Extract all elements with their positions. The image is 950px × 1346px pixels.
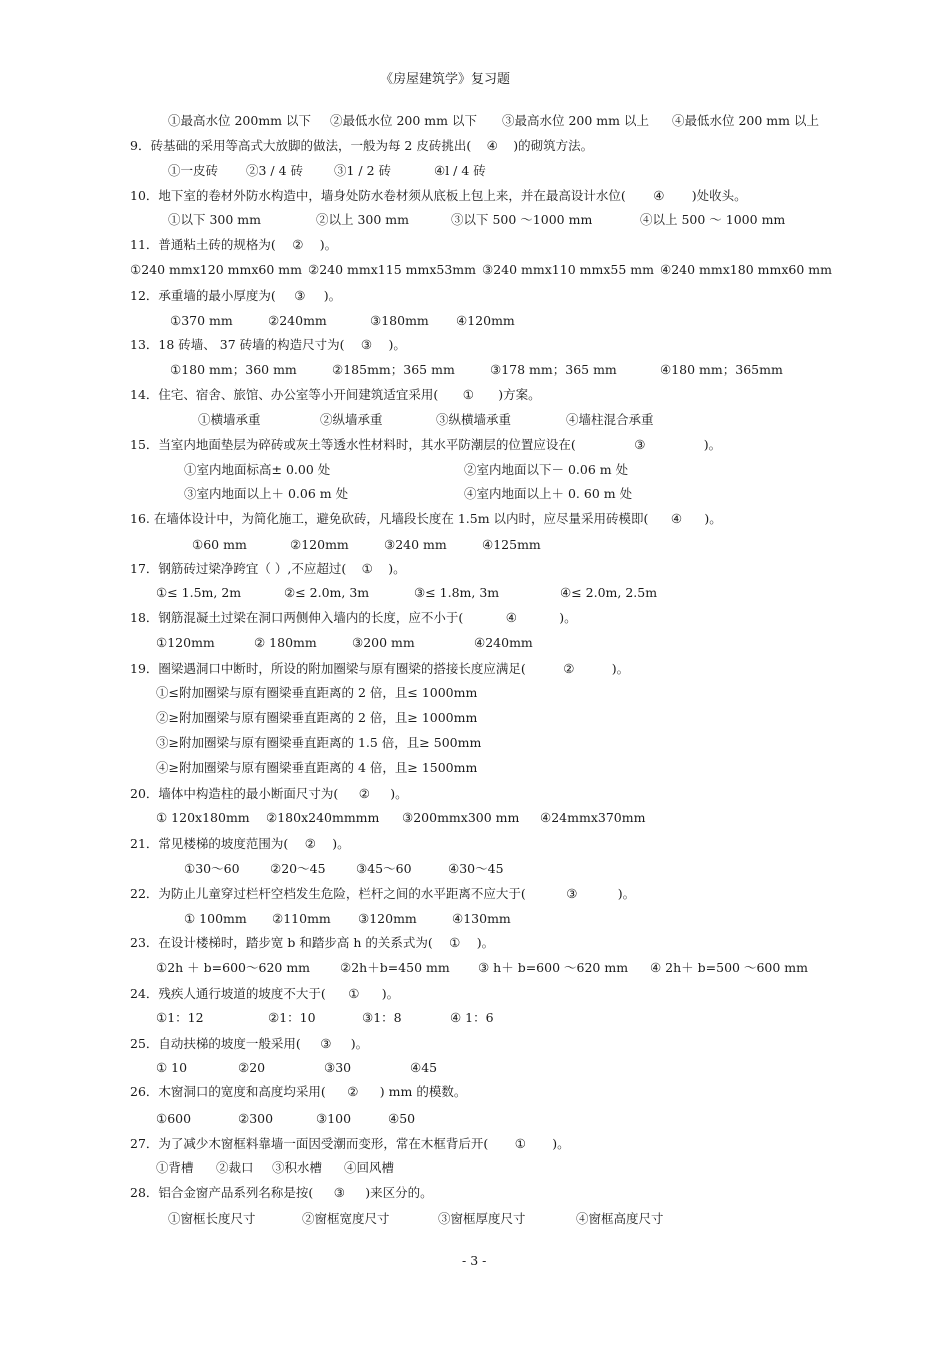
q16-text-end: )。 (704, 511, 722, 526)
q21-option-1: ①30～60 (184, 861, 240, 876)
q16-option-4: ④125mm (482, 537, 541, 552)
q19-answer: ② (563, 661, 575, 676)
q19-option-4: ④≥附加圈梁与原有圈梁垂直距离的 4 倍，且≥ 1500mm (156, 760, 478, 775)
q12-option-2: ②240mm (268, 313, 327, 328)
q16-option-2: ②120mm (290, 537, 349, 552)
q9-option-2: ②3 / 4 砖 (246, 163, 304, 178)
q27-question (130, 1136, 570, 1152)
q16-answer: ④ (670, 511, 683, 526)
q20-answer: ② (358, 786, 370, 801)
q12-option-4: ④120mm (456, 313, 515, 328)
q18-option-3: ③200 mm (352, 635, 415, 650)
q24-text: 24．残疾人通行坡道的坡度不大于( (130, 986, 326, 1001)
q22-text: 22．为防止儿童穿过栏杆空档发生危险，栏杆之间的水平距离不应大于( (130, 886, 526, 901)
q17-option-2: ②≤ 2.0m, 3m (284, 585, 370, 600)
q27-option-2: ②裁口 (216, 1160, 254, 1175)
q17-question (130, 561, 406, 577)
q10-option-1: ①以下 300 mm (168, 212, 262, 227)
q24-option-4: ④ 1：6 (450, 1010, 494, 1025)
q28-question (130, 1185, 433, 1201)
q23-question (130, 935, 494, 951)
q10-option-4: ④以上 500 ～ 1000 mm (640, 212, 786, 227)
q18-answer: ④ (505, 610, 517, 625)
q21-option-2: ②20～45 (270, 861, 326, 876)
q26-text-end: ) mm 的模数。 (379, 1084, 467, 1099)
q23-option-4: ④ 2h＋ b=500 ～600 mm (650, 960, 809, 975)
q22-answer: ③ (566, 886, 578, 901)
q27-option-3: ③积水槽 (272, 1160, 323, 1175)
q23-text: 23．在设计楼梯时，踏步宽 b 和踏步高 h 的关系式为( (130, 935, 433, 950)
q27-text: 27．为了减少木窗框料靠墙一面因受潮而变形，常在木框背后开( (130, 1136, 489, 1151)
q14-option-1: ①横墙承重 (198, 412, 261, 427)
q14-option-2: ②纵墙承重 (320, 412, 383, 427)
q22-option-4: ④130mm (452, 911, 511, 926)
q22-text-end: )。 (617, 886, 636, 901)
q27-option-1: ①背槽 (156, 1160, 194, 1175)
q10-option-2: ②以上 300 mm (316, 212, 410, 227)
q28-option-3: ③窗框厚度尺寸 (438, 1211, 526, 1226)
q15-option-2: ②室内地面以下－ 0.06 m 处 (464, 462, 629, 477)
q28-answer: ③ (333, 1185, 345, 1200)
q19-text-end: )。 (611, 661, 630, 676)
q20-question (130, 786, 408, 802)
q13-option-3: ③178 mm；365 mm (490, 362, 617, 377)
q11-option-2: ②240 mmx115 mmx53mm (308, 262, 476, 277)
q25-option-4: ④45 (410, 1060, 438, 1075)
q26-question (130, 1084, 466, 1100)
q26-option-2: ②300 (238, 1111, 274, 1126)
q15-text: 15．当室内地面垫层为碎砖或灰土等透水性材料时，其水平防潮层的位置应设在( (130, 437, 576, 452)
q28-option-1: ①窗框长度尺寸 (168, 1211, 256, 1226)
q14-text-end: )方案。 (498, 387, 541, 402)
q22-option-2: ②110mm (272, 911, 331, 926)
q13-option-2: ②185mm；365 mm (332, 362, 455, 377)
q25-text-end: )。 (350, 1036, 369, 1051)
q14-option-3: ③纵横墙承重 (436, 412, 512, 427)
q28-option-4: ④窗框高度尺寸 (576, 1211, 664, 1226)
q20-text: 20．墙体中构造柱的最小断面尺寸为( (130, 786, 339, 801)
q26-option-4: ④50 (388, 1111, 416, 1126)
q19-option-1: ①≤附加圈梁与原有圈梁垂直距离的 2 倍，且≤ 1000mm (156, 685, 478, 700)
q12-text: 12．承重墙的最小厚度为( (130, 288, 276, 303)
q13-option-1: ①180 mm；360 mm (170, 362, 297, 377)
q21-text-end: )。 (332, 836, 350, 851)
q8-option-2: ②最低水位 200 mm 以下 (330, 113, 477, 128)
q9-text-end: )的砌筑方法。 (513, 138, 594, 153)
q9-option-3: ③1 / 2 砖 (334, 163, 392, 178)
q28-text-end: )来区分的。 (365, 1185, 433, 1200)
page-title: 《房屋建筑学》复习题 (380, 72, 511, 87)
q23-option-2: ②2h＋b=450 mm (340, 960, 450, 975)
q15-option-1: ①室内地面标高± 0.00 处 (184, 462, 331, 477)
q14-question (130, 387, 541, 403)
q11-option-1: ①240 mmx120 mmx60 mm (130, 262, 302, 277)
q18-option-2: ② 180mm (254, 635, 317, 650)
q22-option-3: ③120mm (358, 911, 417, 926)
q19-text: 19．圈梁遇洞口中断时，所设的附加圈梁与原有圈梁的搭接长度应满足( (130, 661, 526, 676)
q12-option-3: ③180mm (370, 313, 429, 328)
q13-text: 13．18 砖墙、 37 砖墙的构造尺寸为( (130, 337, 345, 352)
q18-text: 18．钢筋混凝土过梁在洞口两侧伸入墙内的长度，应不小于( (130, 610, 464, 625)
q13-option-4: ④180 mm；365mm (660, 362, 783, 377)
q21-option-3: ③45～60 (356, 861, 412, 876)
q11-text: 11．普通粘土砖的规格为( (130, 237, 276, 252)
q11-text-end: )。 (319, 237, 338, 252)
q20-option-2: ②180x240mmmm (266, 810, 380, 825)
page-number: - 3 - (462, 1253, 487, 1268)
q15-question (130, 437, 721, 453)
q26-option-3: ③100 (316, 1111, 352, 1126)
q18-text-end: )。 (559, 610, 577, 625)
q13-answer: ③ (360, 337, 373, 352)
q24-text-end: )。 (381, 986, 400, 1001)
q24-option-1: ①1：12 (156, 1010, 204, 1025)
q17-text: 17．钢筋砖过梁净跨宜（ ）,不应超过( (130, 561, 347, 576)
q23-option-1: ①2h ＋ b=600～620 mm (156, 960, 311, 975)
q9-option-1: ①一皮砖 (168, 163, 219, 178)
q23-option-3: ③ h＋ b=600 ～620 mm (478, 960, 629, 975)
q21-text: 21．常见楼梯的坡度范围为( (130, 836, 289, 851)
q28-option-2: ②窗框宽度尺寸 (302, 1211, 390, 1226)
q9-text: 9．砖基础的采用等高式大放脚的做法，一般为每 2 皮砖挑出( (130, 138, 472, 153)
q11-option-3: ③240 mmx110 mmx55 mm (482, 262, 654, 277)
q14-answer: ① (462, 387, 474, 402)
q9-option-4: ④l / 4 砖 (434, 163, 486, 178)
q11-option-4: ④240 mmx180 mmx60 mm (660, 262, 832, 277)
q27-text-end: )。 (552, 1136, 570, 1151)
q20-option-1: ① 120x180mm (156, 810, 250, 825)
q22-option-1: ① 100mm (184, 911, 247, 926)
q13-question (130, 337, 406, 353)
q9-answer: ④ (486, 138, 498, 153)
q10-text: 10．地下室的卷材外防水构造中，墙身处防水卷材须从底板上包上来，并在最高设计水位( (130, 188, 626, 203)
q11-answer: ② (292, 237, 304, 252)
q10-question (130, 188, 747, 204)
q19-question (130, 661, 629, 677)
q24-answer: ① (348, 986, 360, 1001)
q10-text-end: )处收头。 (691, 188, 747, 203)
q13-text-end: )。 (388, 337, 406, 352)
q17-option-4: ④≤ 2.0m, 2.5m (560, 585, 658, 600)
q17-answer: ① (361, 561, 373, 576)
q25-question (130, 1036, 368, 1052)
q24-option-2: ②1：10 (268, 1010, 316, 1025)
q26-text: 26．木窗洞口的宽度和高度均采用( (130, 1084, 326, 1099)
q8-option-4: ④最低水位 200 mm 以上 (672, 113, 819, 128)
q25-answer: ③ (320, 1036, 332, 1051)
q21-option-4: ④30～45 (448, 861, 504, 876)
q14-option-4: ④墙柱混合承重 (566, 412, 654, 427)
q16-question (130, 511, 722, 527)
q18-option-1: ①120mm (156, 635, 215, 650)
q24-question (130, 986, 399, 1002)
q26-answer: ② (347, 1084, 359, 1099)
q12-option-1: ①370 mm (170, 313, 233, 328)
q20-option-3: ③200mmx300 mm (402, 810, 520, 825)
q21-answer: ② (304, 836, 316, 851)
q17-option-3: ③≤ 1.8m, 3m (414, 585, 500, 600)
q23-answer: ① (449, 935, 461, 950)
q15-text-end: )。 (703, 437, 722, 452)
q11-question (130, 237, 337, 253)
q8-option-1: ①最高水位 200mm 以下 (168, 113, 312, 128)
q9-question (130, 138, 593, 154)
q25-text: 25．自动扶梯的坡度一般采用( (130, 1036, 301, 1051)
q8-option-3: ③最高水位 200 mm 以上 (502, 113, 649, 128)
q12-question (130, 288, 341, 304)
q15-answer: ③ (634, 437, 646, 452)
q19-option-3: ③≥附加圈梁与原有圈梁垂直距离的 1.5 倍，且≥ 500mm (156, 735, 482, 750)
q20-text-end: )。 (390, 786, 408, 801)
q15-option-4: ④室内地面以上＋ 0. 60 m 处 (464, 486, 633, 501)
q21-question (130, 836, 350, 852)
q10-answer: ④ (653, 188, 665, 203)
q19-option-2: ②≥附加圈梁与原有圈梁垂直距离的 2 倍，且≥ 1000mm (156, 710, 478, 725)
q25-option-2: ②20 (238, 1060, 266, 1075)
q17-option-1: ①≤ 1.5m, 2m (156, 585, 242, 600)
q25-option-1: ① 10 (156, 1060, 188, 1075)
q18-option-4: ④240mm (474, 635, 533, 650)
q27-answer: ① (514, 1136, 526, 1151)
q20-option-4: ④24mmx370mm (540, 810, 646, 825)
q28-text: 28．铝合金窗产品系列名称是按( (130, 1185, 314, 1200)
q25-option-3: ③30 (324, 1060, 352, 1075)
q26-option-1: ①600 (156, 1111, 192, 1126)
q16-option-1: ①60 mm (192, 537, 247, 552)
q18-question (130, 610, 577, 626)
q12-text-end: )。 (323, 288, 342, 303)
q22-question (130, 886, 635, 902)
q12-answer: ③ (294, 288, 306, 303)
q14-text: 14．住宅、宿舍、旅馆、办公室等小开间建筑适宜采用( (130, 387, 439, 402)
q16-text: 16. 在墙体设计中，为简化施工，避免砍砖，凡墙段长度在 1.5m 以内时，应尽量采用砖模即( (130, 511, 649, 526)
q17-text-end: )。 (388, 561, 406, 576)
q16-option-3: ③240 mm (384, 537, 447, 552)
q10-option-3: ③以下 500 ～1000 mm (451, 212, 593, 227)
q23-text-end: )。 (476, 935, 495, 950)
q27-option-4: ④回风槽 (344, 1160, 395, 1175)
q24-option-3: ③1：8 (362, 1010, 402, 1025)
q15-option-3: ③室内地面以上＋ 0.06 m 处 (184, 486, 349, 501)
